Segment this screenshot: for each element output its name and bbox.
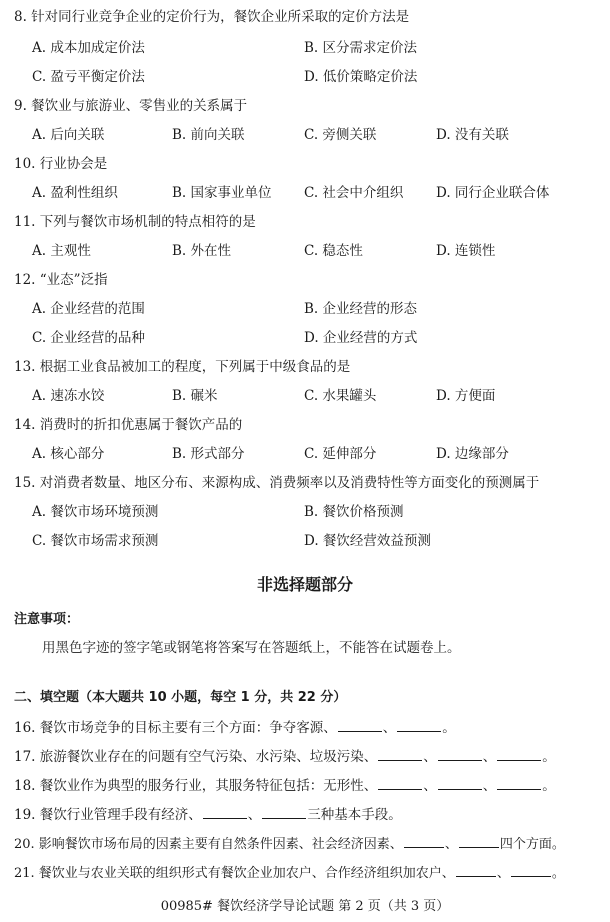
notice-text: 用黑色字迹的签字笔或钢笔将答案写在答题纸上，不能答在试题卷上。 — [42, 640, 461, 656]
answer-blank — [338, 718, 382, 732]
answer-blank — [378, 776, 422, 790]
question-stem: 15. 对消费者数量、地区分布、来源构成、消费频率以及消费特性等方面变化的预测属于 — [14, 475, 540, 491]
answer-blank — [459, 834, 499, 848]
option: D. 同行企业联合体 — [436, 185, 550, 201]
answer-blank — [438, 776, 482, 790]
answer-blank — [497, 776, 541, 790]
option: A. 成本加成定价法 — [32, 40, 145, 56]
question-stem: 8. 针对同行业竞争企业的定价行为，餐饮企业所采取的定价方法是 — [14, 9, 410, 25]
option: B. 国家事业单位 — [172, 185, 272, 201]
option: A. 餐饮市场环境预测 — [32, 504, 159, 520]
option: C. 社会中介组织 — [304, 185, 404, 201]
question-stem: 14. 消费时的折扣优惠属于餐饮产品的 — [14, 417, 243, 433]
option: D. 方便面 — [436, 388, 496, 404]
answer-blank — [404, 834, 444, 848]
option: D. 边缘部分 — [436, 446, 509, 462]
answer-blank — [456, 863, 496, 877]
option: B. 形式部分 — [172, 446, 245, 462]
question-stem: 11. 下列与餐饮市场机制的特点相符的是 — [14, 214, 256, 230]
answer-blank — [262, 805, 306, 819]
option: C. 水果罐头 — [304, 388, 377, 404]
option: C. 旁侧关联 — [304, 127, 377, 143]
answer-blank — [497, 747, 541, 761]
option: C. 餐饮市场需求预测 — [32, 533, 159, 549]
option: D. 没有关联 — [436, 127, 509, 143]
option: C. 延伸部分 — [304, 446, 377, 462]
option: B. 外在性 — [172, 243, 232, 259]
option: C. 稳态性 — [304, 243, 363, 259]
fill-question: 17. 旅游餐饮业存在的问题有空气污染、水污染、垃圾污染、 、 、 。 — [14, 749, 556, 765]
answer-blank — [378, 747, 422, 761]
page-footer: 00985# 餐饮经济学导论试题 第 2 页（共 3 页） — [160, 899, 450, 914]
question-stem: 13. 根据工业食品被加工的程度，下列属于中级食品的是 — [14, 359, 351, 375]
answer-blank — [203, 805, 247, 819]
option: D. 餐饮经营效益预测 — [304, 533, 431, 549]
option: A. 速冻水饺 — [32, 388, 105, 404]
option: A. 核心部分 — [32, 446, 105, 462]
fill-question: 21. 餐饮业与农业关联的组织形式有餐饮企业加农户、合作经济组织加农户、 、 。 — [14, 863, 565, 883]
option: C. 企业经营的品种 — [32, 330, 145, 346]
part2-title: 二、填空题（本大题共 10 小题，每空 1 分，共 22 分） — [14, 690, 347, 705]
option: B. 区分需求定价法 — [304, 40, 418, 56]
fill-question: 19. 餐饮行业管理手段有经济、 、 三种基本手段。 — [14, 807, 402, 823]
option: A. 盈利性组织 — [32, 185, 118, 201]
option: A. 后向关联 — [32, 127, 105, 143]
question-stem: 10. 行业协会是 — [14, 156, 108, 172]
option: B. 企业经营的形态 — [304, 301, 418, 317]
option: B. 前向关联 — [172, 127, 245, 143]
option: D. 连锁性 — [436, 243, 496, 259]
question-stem: 12. “业态”泛指 — [14, 272, 108, 288]
answer-blank — [438, 747, 482, 761]
option: A. 主观性 — [32, 243, 91, 259]
option: B. 餐饮价格预测 — [304, 504, 404, 520]
fill-question: 18. 餐饮业作为典型的服务行业，其服务特征包括：无形性、 、 、 。 — [14, 778, 556, 794]
option: A. 企业经营的范围 — [32, 301, 145, 317]
fill-question: 16. 餐饮市场竞争的目标主要有三个方面：争夺客源、 、 。 — [14, 720, 456, 736]
option: C. 盈亏平衡定价法 — [32, 69, 145, 85]
fill-question: 20. 影响餐饮市场布局的因素主要有自然条件因素、社会经济因素、 、 四个方面。 — [14, 834, 565, 854]
answer-blank — [511, 863, 551, 877]
section-title: 非选择题部分 — [256, 575, 353, 594]
answer-blank — [397, 718, 441, 732]
notice-label: 注意事项： — [14, 612, 80, 627]
question-stem: 9. 餐饮业与旅游业、零售业的关系属于 — [14, 98, 248, 114]
option: B. 碾米 — [172, 388, 218, 404]
option: D. 低价策略定价法 — [304, 69, 418, 85]
option: D. 企业经营的方式 — [304, 330, 418, 346]
